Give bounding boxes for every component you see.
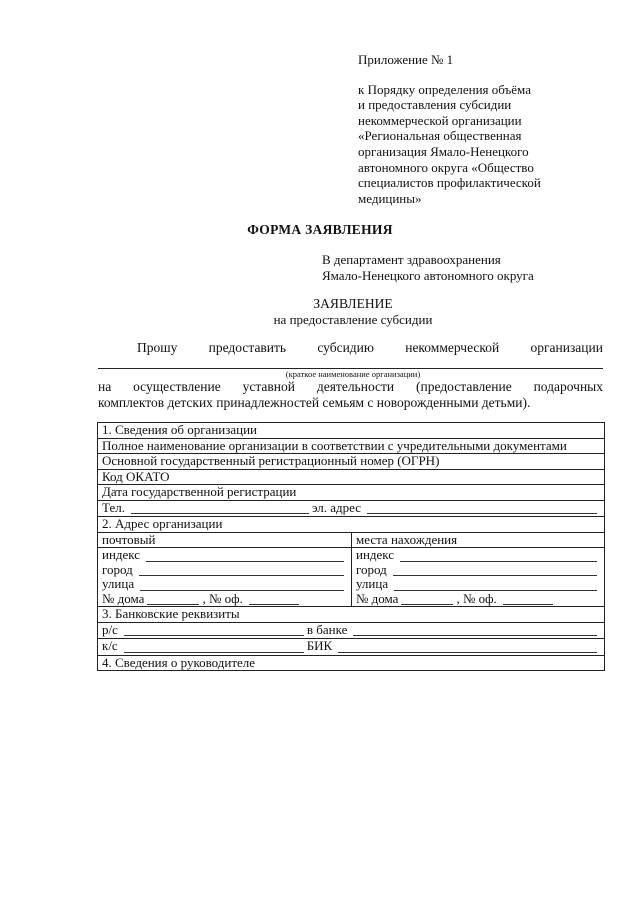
- request-word: некоммерческой: [405, 340, 500, 355]
- postal-index-field[interactable]: [146, 550, 344, 562]
- phone-label: Тел.: [102, 500, 125, 515]
- location-street-row: [356, 577, 600, 592]
- addressee-line-2: Ямало-Ненецкого автономного округа: [322, 268, 534, 283]
- addressee-line-1: В департамент здравоохранения: [322, 252, 501, 267]
- postal-office-field[interactable]: [249, 593, 299, 605]
- statement-subtitle: на предоставление субсидии: [273, 312, 433, 327]
- index-label: индекс: [102, 547, 141, 562]
- statement-title: ЗАЯВЛЕНИЕ: [313, 296, 393, 311]
- annex-heading: Приложение № 1: [358, 52, 454, 67]
- purpose-line-1: [98, 379, 603, 395]
- bank-field[interactable]: [353, 624, 597, 636]
- bik-field[interactable]: [338, 641, 597, 653]
- postal-city-row: [102, 563, 347, 578]
- corr-account-row: [98, 639, 604, 656]
- postal-street-field[interactable]: [140, 579, 344, 591]
- location-index-field[interactable]: [400, 550, 597, 562]
- section-org-info: 1. Сведения об организации: [98, 423, 604, 439]
- purpose-word: (предоставление: [416, 379, 512, 394]
- contacts-row: [98, 501, 604, 518]
- purpose-word: уставной: [242, 379, 295, 394]
- postal-header: почтовый: [98, 533, 351, 549]
- statement-heading: [0, 296, 640, 328]
- annex-line: и предоставления субсидии: [358, 97, 512, 113]
- org-name-caption: (краткое наименование организации): [285, 369, 421, 379]
- purpose-word: осуществление: [133, 379, 221, 394]
- bank-label: в банке: [306, 622, 348, 637]
- location-index-row: [356, 548, 600, 563]
- street-label: улица: [356, 576, 389, 591]
- request-word: субсидию: [317, 340, 374, 355]
- house-label: № дома: [356, 590, 399, 606]
- email-label: эл. адрес: [311, 500, 362, 515]
- annex-line: специалистов профилактической: [358, 175, 541, 191]
- postal-city-field[interactable]: [139, 564, 344, 576]
- form-title: ФОРМА ЗАЯВЛЕНИЯ: [247, 222, 393, 237]
- city-label: город: [356, 561, 387, 577]
- purpose-word: подарочных: [533, 379, 603, 394]
- phone-field[interactable]: [131, 502, 309, 514]
- location-city-row: [356, 563, 600, 578]
- annex-line: организация Ямало-Ненецкого: [358, 143, 529, 159]
- house-label: № дома: [102, 590, 145, 606]
- bik-label: БИК: [306, 639, 333, 653]
- location-header: места нахождения: [352, 533, 604, 549]
- ogrn-row[interactable]: Основной государственный регистрационный номер (ОГРН): [98, 454, 604, 470]
- section-bank: 3. Банковские реквизиты: [98, 607, 604, 623]
- annex-block: [358, 52, 541, 206]
- office-label: , № оф.: [456, 590, 497, 606]
- location-house-row: [356, 592, 600, 607]
- location-city-field[interactable]: [393, 564, 597, 576]
- account-label: р/с: [102, 622, 118, 637]
- street-label: улица: [102, 576, 135, 591]
- location-address-col: [351, 533, 604, 607]
- city-label: город: [102, 561, 133, 577]
- office-label: , № оф.: [202, 590, 243, 606]
- section-head: 4. Сведения о руководителе: [98, 656, 604, 672]
- annex-line: некоммерческой организации: [358, 112, 522, 128]
- request-sentence: [137, 340, 603, 356]
- location-street-field[interactable]: [394, 579, 597, 591]
- request-word: организации: [530, 340, 603, 355]
- section-address: 2. Адрес организации: [98, 517, 604, 533]
- okato-row[interactable]: Код ОКАТО: [98, 470, 604, 486]
- account-row: [98, 623, 604, 640]
- purpose-word: на: [98, 379, 112, 394]
- application-form-table: [97, 422, 605, 671]
- corr-account-label: к/с: [102, 639, 118, 653]
- annex-line: к Порядку определения объёма: [358, 81, 531, 97]
- address-grid: [98, 533, 604, 608]
- annex-line: медицины»: [358, 190, 422, 206]
- postal-street-row: [102, 577, 347, 592]
- request-word: предоставить: [208, 340, 287, 355]
- email-field[interactable]: [367, 502, 597, 514]
- request-word: Прошу: [137, 340, 178, 355]
- annex-line: автономного округа «Общество: [358, 159, 534, 175]
- postal-house-field[interactable]: [147, 593, 199, 605]
- corr-account-field[interactable]: [124, 641, 304, 653]
- location-house-field[interactable]: [401, 593, 453, 605]
- postal-house-row: [102, 592, 347, 607]
- location-office-field[interactable]: [503, 593, 553, 605]
- purpose-text: [98, 379, 603, 410]
- index-label: индекс: [356, 547, 395, 562]
- postal-index-row: [102, 548, 347, 563]
- annex-line: «Региональная общественная: [358, 128, 522, 144]
- purpose-word: деятельности: [316, 379, 395, 394]
- purpose-line-2: комплектов детских принадлежностей семьям с новорожденными детьми).: [98, 394, 531, 410]
- postal-address-col: [98, 533, 351, 607]
- account-field[interactable]: [124, 624, 304, 636]
- reg-date-row[interactable]: Дата государственной регистрации: [98, 485, 604, 501]
- full-name-row[interactable]: Полное наименование организации в соответствии с учредительными документами: [98, 439, 604, 455]
- addressee-block: [322, 252, 534, 284]
